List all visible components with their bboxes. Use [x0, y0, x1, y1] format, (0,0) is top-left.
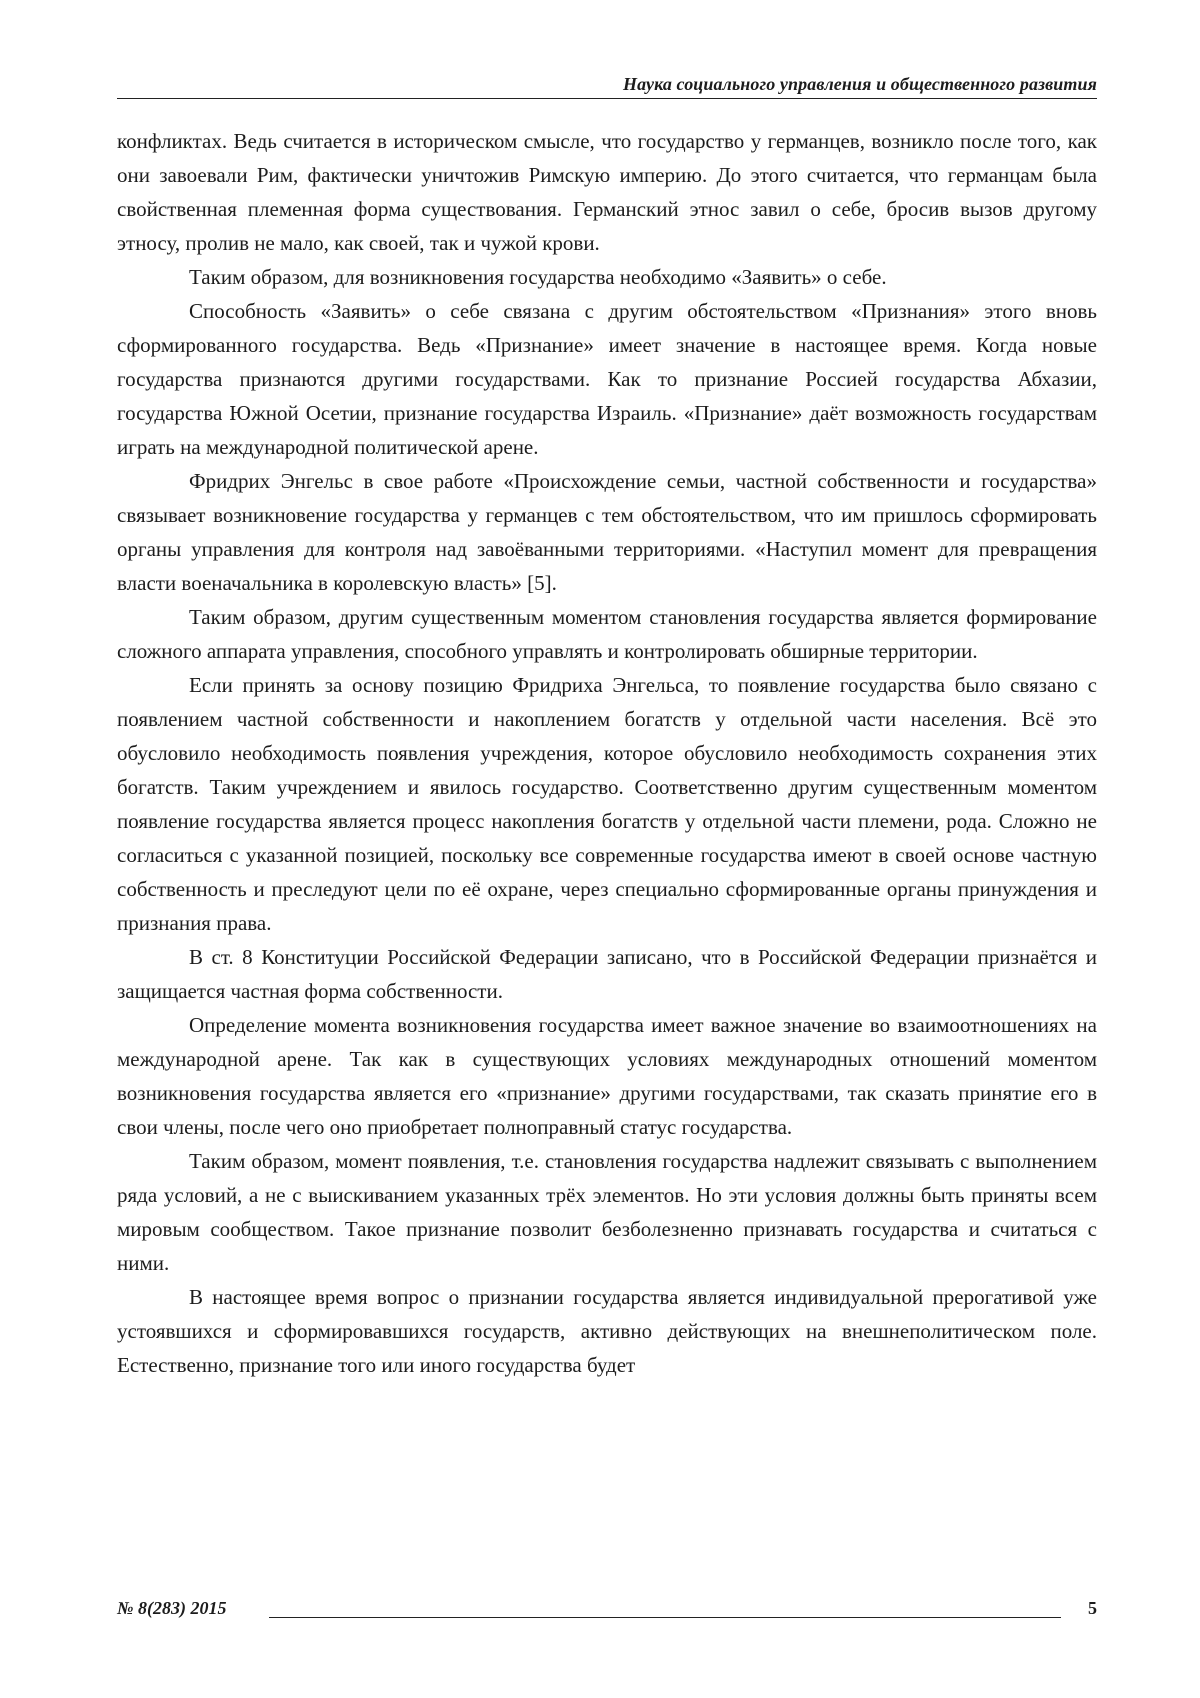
paragraph: Способность «Заявить» о себе связана с другим обстоятельством «Признания» этого вновь сформированного государства. Ведь «Признание» имеет значение в настоящее время. Когда новые государства признаются другими государствами. Как то признание Россией государства Абхазии, государства Южной Осетии, признание государства Израиль. «Признание» даёт возможность государствам играть на международной политической арене. [117, 294, 1097, 464]
paragraph: Таким образом, момент появления, т.е. становления государства надлежит связывать с выполнением ряда условий, а не с выискиванием указанных трёх элементов. Но эти условия должны быть приняты всем мировым сообществом. Такое признание позволит безболезненно признавать государства и считаться с ними. [117, 1144, 1097, 1280]
paragraph: конфликтах. Ведь считается в историческом смысле, что государство у германцев, возникло после того, как они завоевали Рим, фактически уничтожив Римскую империю. До этого считается, что германцам была свойственная племенная форма существования. Германский этнос завил о себе, бросив вызов другому этносу, пролив не мало, как своей, так и чужой крови. [117, 124, 1097, 260]
paragraph: Фридрих Энгельс в свое работе «Происхождение семьи, частной собственности и государства» связывает возникновение государства у германцев с тем обстоятельством, что им пришлось сформировать органы управления для контроля над завоёванными территориями. «Наступил момент для превращения власти военачальника в королевскую власть» [5]. [117, 464, 1097, 600]
paragraph: Таким образом, другим существенным моментом становления государства является формирование сложного аппарата управления, способного управлять и контролировать обширные территории. [117, 600, 1097, 668]
paragraph: Если принять за основу позицию Фридриха Энгельса, то появление государства было связано с появлением частной собственности и накоплением богатств у отдельной части населения. Всё это обусловило необходимость появления учреждения, которое обусловило необходимость сохранения этих богатств. Таким учреждением и явилось государство. Соответственно другим существенным моментом появление государства является процесс накопления богатств у отдельной части племени, рода. Сложно не согласиться с указанной позицией, поскольку все современные государства имеют в своей основе частную собственность и преследуют цели по её охране, через специально сформированные органы принуждения и признания права. [117, 668, 1097, 940]
journal-title: Наука социального управления и общественного развития [623, 74, 1097, 94]
article-body [117, 124, 1097, 1382]
page-footer [117, 1596, 1097, 1622]
paragraph: В настоящее время вопрос о признании государства является индивидуальной прерогативой уже устоявшихся и сформировавшихся государств, активно действующих на внешнеполитическом поле. Естественно, признание того или иного государства будет [117, 1280, 1097, 1382]
running-header [117, 74, 1097, 99]
paragraph: В ст. 8 Конституции Российской Федерации записано, что в Российской Федерации признаётся и защищается частная форма собственности. [117, 940, 1097, 1008]
footer-divider [269, 1617, 1061, 1618]
paragraph: Определение момента возникновения государства имеет важное значение во взаимоотношениях на международной арене. Так как в существующих условиях международных отношений моментом возникновения государства является его «признание» другими государствами, так сказать принятие его в свои члены, после чего оно приобретает полноправный статус государства. [117, 1008, 1097, 1144]
issue-number: № 8(283) 2015 [117, 1596, 226, 1620]
paragraph: Таким образом, для возникновения государства необходимо «Заявить» о себе. [117, 260, 1097, 294]
page-number: 5 [1088, 1596, 1097, 1620]
